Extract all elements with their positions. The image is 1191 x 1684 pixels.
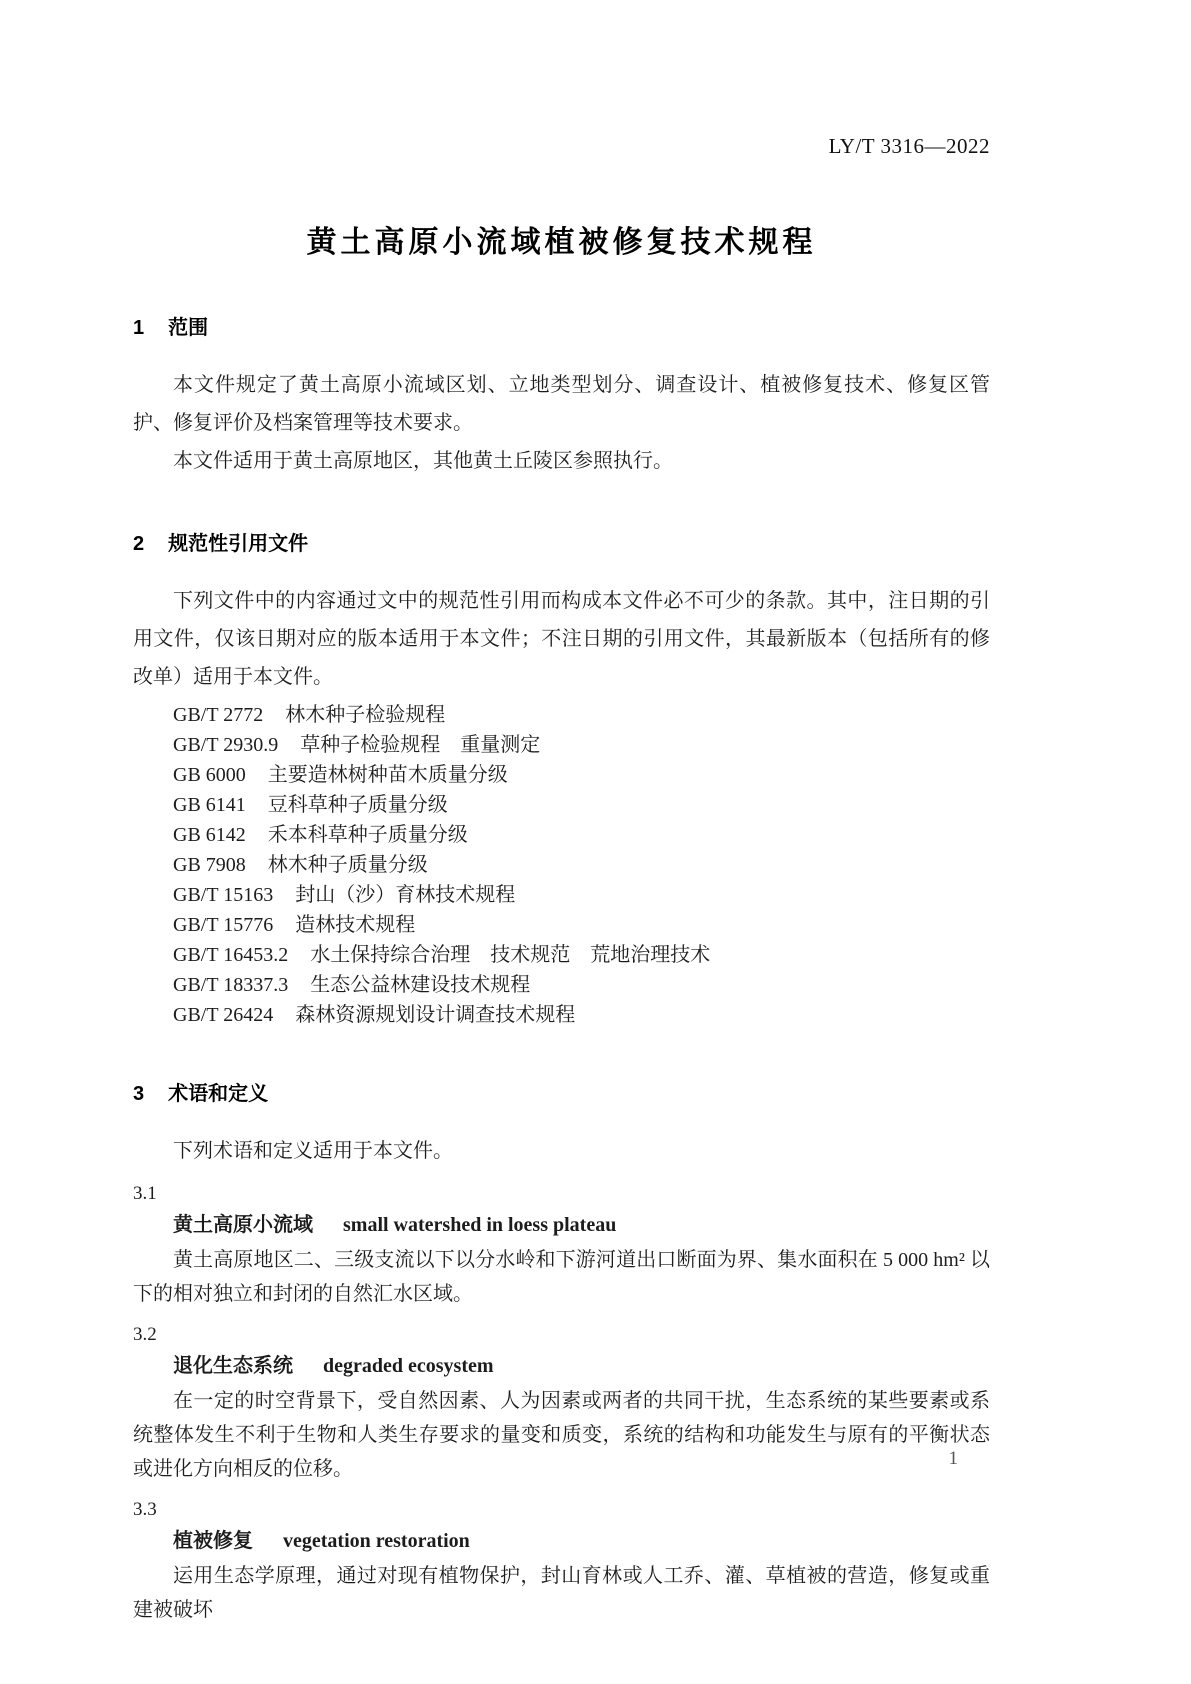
section-title: 术语和定义 — [168, 1083, 269, 1105]
term-definition: 运用生态学原理，通过对现有植物保护，封山育林或人工乔、灌、草植被的营造，修复或重建被破坏 — [133, 1565, 990, 1621]
reference-item — [173, 760, 990, 790]
reference-title: 生态公益林建设技术规程 — [310, 974, 531, 996]
reference-title: 主要造林树种苗木质量分级 — [267, 764, 508, 786]
term-title-zh: 退化生态系统 — [173, 1355, 293, 1377]
section-references — [133, 530, 990, 1030]
reference-code: GB 7908 — [173, 854, 246, 876]
reference-item — [173, 850, 990, 880]
page-number: 1 — [948, 1448, 958, 1469]
reference-code: GB/T 16453.2 — [173, 944, 289, 966]
reference-code: GB/T 18337.3 — [173, 974, 289, 996]
term-title — [133, 1351, 990, 1382]
standard-number: LY/T 3316—2022 — [828, 134, 990, 158]
reference-title: 禾本科草种子质量分级 — [267, 824, 468, 846]
term-definition: 在一定的时空背景下，受自然因素、人为因素或两者的共同干扰，生态系统的某些要素或系统整体发生不利于生物和人类生存要求的量变和质变，系统的结构和功能发生与原有的平衡状态或进化方向相反的位移。 — [133, 1390, 990, 1480]
reference-code: GB 6000 — [173, 764, 246, 786]
reference-code: GB/T 15163 — [173, 884, 274, 906]
reference-title: 封山（沙）育林技术规程 — [295, 884, 516, 906]
reference-code: GB/T 15776 — [173, 914, 274, 936]
scope-paragraph: 本文件适用于黄土高原地区，其他黄土丘陵区参照执行。 — [173, 450, 673, 472]
reference-title: 森林资源规划设计调查技术规程 — [295, 1004, 576, 1026]
references-intro: 下列文件中的内容通过文中的规范性引用而构成本文件必不可少的条款。其中，注日期的引用文件，仅该日期对应的版本适用于本文件；不注日期的引用文件，其最新版本（包括所有的修改单）适用于本文件。 — [133, 590, 990, 688]
reference-code: GB/T 26424 — [173, 1004, 274, 1026]
term-title-en: small watershed in loess plateau — [343, 1214, 617, 1236]
reference-title: 豆科草种子质量分级 — [267, 794, 448, 816]
reference-code: GB/T 2930.9 — [173, 734, 279, 756]
reference-item — [173, 970, 990, 1000]
term-title-zh: 黄土高原小流域 — [173, 1214, 313, 1236]
section-references-heading — [133, 530, 990, 558]
term-title-en: vegetation restoration — [283, 1530, 470, 1552]
section-scope-heading — [133, 314, 990, 342]
reference-item — [173, 790, 990, 820]
reference-item — [173, 940, 990, 970]
document-title: 黄土高原小流域植被修复技术规程 — [306, 226, 817, 259]
section-number: 1 — [133, 317, 145, 339]
term-number: 3.1 — [133, 1183, 157, 1204]
scope-paragraph: 本文件规定了黄土高原小流域区划、立地类型划分、调查设计、植被修复技术、修复区管护、修复评价及档案管理等技术要求。 — [133, 374, 990, 434]
reference-title: 造林技术规程 — [295, 914, 416, 936]
section-terms-heading — [133, 1080, 990, 1108]
terms-intro: 下列术语和定义适用于本文件。 — [173, 1140, 453, 1162]
reference-code: GB 6141 — [173, 794, 246, 816]
reference-title: 林木种子质量分级 — [267, 854, 428, 876]
section-title: 规范性引用文件 — [168, 533, 309, 555]
reference-item — [173, 730, 990, 760]
reference-code: GB/T 2772 — [173, 704, 264, 726]
term-entry — [133, 1178, 990, 1311]
reference-item — [173, 910, 990, 940]
section-scope — [133, 314, 990, 480]
reference-title: 草种子检验规程 重量测定 — [300, 734, 541, 756]
reference-code: GB 6142 — [173, 824, 246, 846]
reference-list — [133, 700, 990, 1030]
term-number: 3.2 — [133, 1324, 157, 1345]
term-title — [133, 1526, 990, 1557]
section-number: 3 — [133, 1083, 145, 1105]
reference-item — [173, 700, 990, 730]
term-entry — [133, 1319, 990, 1486]
section-terms — [133, 1080, 990, 1627]
reference-item — [173, 820, 990, 850]
term-definition: 黄土高原地区二、三级支流以下以分水岭和下游河道出口断面为界、集水面积在 5 000 hm² 以下的相对独立和封闭的自然汇水区域。 — [133, 1249, 990, 1305]
term-number: 3.3 — [133, 1499, 157, 1520]
term-title — [133, 1210, 990, 1241]
reference-item — [173, 1000, 990, 1030]
section-title: 范围 — [168, 317, 209, 339]
term-entry — [133, 1494, 990, 1627]
term-title-zh: 植被修复 — [173, 1530, 253, 1552]
reference-item — [173, 880, 990, 910]
reference-title: 水土保持综合治理 技术规范 荒地治理技术 — [310, 944, 711, 966]
reference-title: 林木种子检验规程 — [285, 704, 446, 726]
term-title-en: degraded ecosystem — [323, 1355, 494, 1377]
section-number: 2 — [133, 533, 145, 555]
